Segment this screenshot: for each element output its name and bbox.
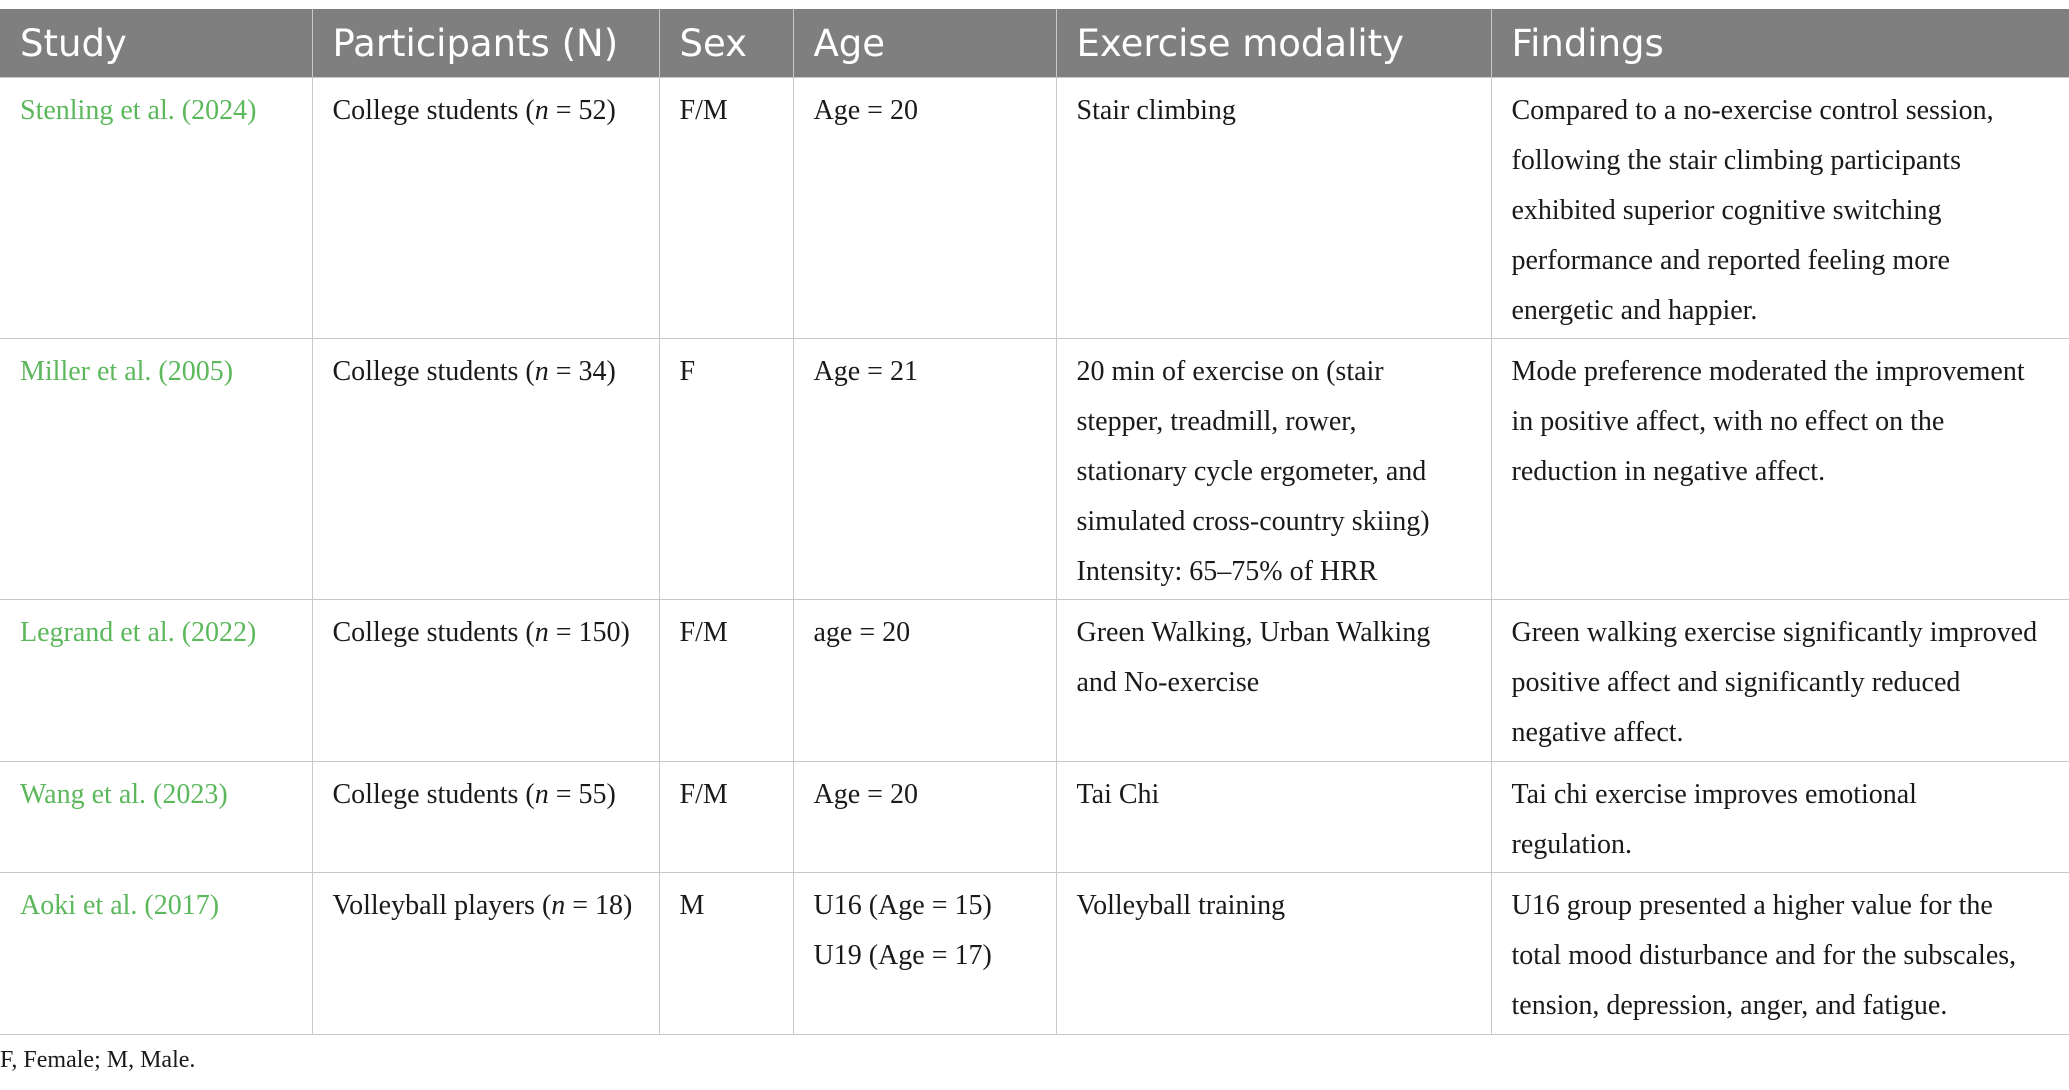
header-exercise-modality: Exercise modality bbox=[1056, 9, 1491, 78]
study-link[interactable]: Miller et al. (2005) bbox=[20, 356, 234, 387]
participants-suffix: = 52) bbox=[548, 95, 616, 126]
header-sex: Sex bbox=[659, 9, 793, 78]
age-line: Age = 20 bbox=[813, 779, 918, 810]
table-row bbox=[0, 339, 2069, 600]
participants-suffix: = 55) bbox=[548, 779, 616, 810]
participants-cell bbox=[312, 762, 659, 873]
findings-line: energetic and happier. bbox=[1511, 295, 1758, 326]
participants-prefix: College students ( bbox=[332, 356, 535, 387]
modality-line: Tai Chi bbox=[1076, 779, 1160, 810]
modality-line: Green Walking, Urban Walking bbox=[1076, 617, 1431, 648]
age-cell bbox=[793, 339, 1056, 600]
studies-table-container bbox=[0, 9, 2069, 1035]
findings-line: total mood disturbance and for the subscales, bbox=[1511, 940, 2017, 971]
study-link[interactable]: Legrand et al. (2022) bbox=[20, 617, 257, 648]
header-findings: Findings bbox=[1491, 9, 2069, 78]
findings-line: tension, depression, anger, and fatigue. bbox=[1511, 990, 1948, 1021]
header-row bbox=[0, 9, 2069, 78]
participants-cell bbox=[312, 78, 659, 339]
table-footnote: F, Female; M, Male. bbox=[0, 1047, 196, 1073]
modality-line: simulated cross-country skiing) bbox=[1076, 506, 1430, 537]
study-cell bbox=[0, 600, 312, 762]
age-line: age = 20 bbox=[813, 617, 911, 648]
participants-n: n bbox=[534, 617, 549, 648]
table-body bbox=[0, 78, 2069, 1035]
participants-cell bbox=[312, 873, 659, 1035]
table-row bbox=[0, 78, 2069, 339]
header-participants: Participants (N) bbox=[312, 9, 659, 78]
sex-cell: F bbox=[659, 339, 793, 600]
findings-cell bbox=[1491, 873, 2069, 1035]
findings-line: U16 group presented a higher value for the bbox=[1511, 890, 1993, 921]
modality-line: stepper, treadmill, rower, bbox=[1076, 406, 1357, 437]
study-cell bbox=[0, 339, 312, 600]
header-study: Study bbox=[0, 9, 312, 78]
age-line: Age = 21 bbox=[813, 356, 918, 387]
participants-cell bbox=[312, 339, 659, 600]
modality-cell bbox=[1056, 873, 1491, 1035]
study-cell bbox=[0, 873, 312, 1035]
table-row bbox=[0, 762, 2069, 873]
participants-prefix: College students ( bbox=[332, 617, 535, 648]
study-link[interactable]: Wang et al. (2023) bbox=[20, 779, 228, 810]
participants-prefix: College students ( bbox=[332, 95, 535, 126]
findings-line: following the stair climbing participants bbox=[1511, 145, 1961, 176]
findings-line: Tai chi exercise improves emotional bbox=[1511, 779, 1917, 810]
studies-table bbox=[0, 9, 2069, 1035]
age-cell bbox=[793, 600, 1056, 762]
modality-line: Intensity: 65–75% of HRR bbox=[1076, 556, 1378, 587]
findings-cell bbox=[1491, 762, 2069, 873]
sex-cell: F/M bbox=[659, 762, 793, 873]
age-cell bbox=[793, 873, 1056, 1035]
findings-line: regulation. bbox=[1511, 829, 1633, 860]
participants-prefix: College students ( bbox=[332, 779, 535, 810]
sex-cell: F/M bbox=[659, 78, 793, 339]
findings-line: performance and reported feeling more bbox=[1511, 245, 1950, 276]
age-cell bbox=[793, 78, 1056, 339]
modality-cell bbox=[1056, 762, 1491, 873]
findings-line: Compared to a no-exercise control session, bbox=[1511, 95, 1994, 126]
modality-line: 20 min of exercise on (stair bbox=[1076, 356, 1384, 387]
age-line: U16 (Age = 15) bbox=[813, 890, 992, 921]
age-cell bbox=[793, 762, 1056, 873]
study-link[interactable]: Aoki et al. (2017) bbox=[20, 890, 220, 921]
findings-line: Green walking exercise significantly improved bbox=[1511, 617, 2038, 648]
findings-cell bbox=[1491, 600, 2069, 762]
findings-line: in positive affect, with no effect on the bbox=[1511, 406, 1945, 437]
study-cell bbox=[0, 762, 312, 873]
participants-n: n bbox=[551, 890, 566, 921]
age-line: Age = 20 bbox=[813, 95, 918, 126]
findings-line: positive affect and significantly reduced bbox=[1511, 667, 1961, 698]
findings-cell bbox=[1491, 78, 2069, 339]
findings-line: exhibited superior cognitive switching bbox=[1511, 195, 1942, 226]
participants-suffix: = 150) bbox=[548, 617, 630, 648]
findings-line: reduction in negative affect. bbox=[1511, 456, 1826, 487]
age-line: U19 (Age = 17) bbox=[813, 940, 992, 971]
participants-suffix: = 34) bbox=[548, 356, 616, 387]
sex-cell: F/M bbox=[659, 600, 793, 762]
participants-n: n bbox=[534, 95, 549, 126]
modality-line: and No-exercise bbox=[1076, 667, 1260, 698]
participants-suffix: = 18) bbox=[565, 890, 633, 921]
modality-line: stationary cycle ergometer, and bbox=[1076, 456, 1427, 487]
modality-line: Stair climbing bbox=[1076, 95, 1236, 126]
findings-cell bbox=[1491, 339, 2069, 600]
table-row bbox=[0, 600, 2069, 762]
modality-cell bbox=[1056, 600, 1491, 762]
participants-cell bbox=[312, 600, 659, 762]
study-cell bbox=[0, 78, 312, 339]
participants-n: n bbox=[534, 779, 549, 810]
modality-cell bbox=[1056, 339, 1491, 600]
sex-cell: M bbox=[659, 873, 793, 1035]
modality-cell bbox=[1056, 78, 1491, 339]
table-header bbox=[0, 9, 2069, 78]
findings-line: Mode preference moderated the improvement bbox=[1511, 356, 2025, 387]
findings-line: negative affect. bbox=[1511, 717, 1684, 748]
table-row bbox=[0, 873, 2069, 1035]
participants-n: n bbox=[534, 356, 549, 387]
header-age: Age bbox=[793, 9, 1056, 78]
study-link[interactable]: Stenling et al. (2024) bbox=[20, 95, 257, 126]
participants-prefix: Volleyball players ( bbox=[332, 890, 552, 921]
modality-line: Volleyball training bbox=[1076, 890, 1286, 921]
